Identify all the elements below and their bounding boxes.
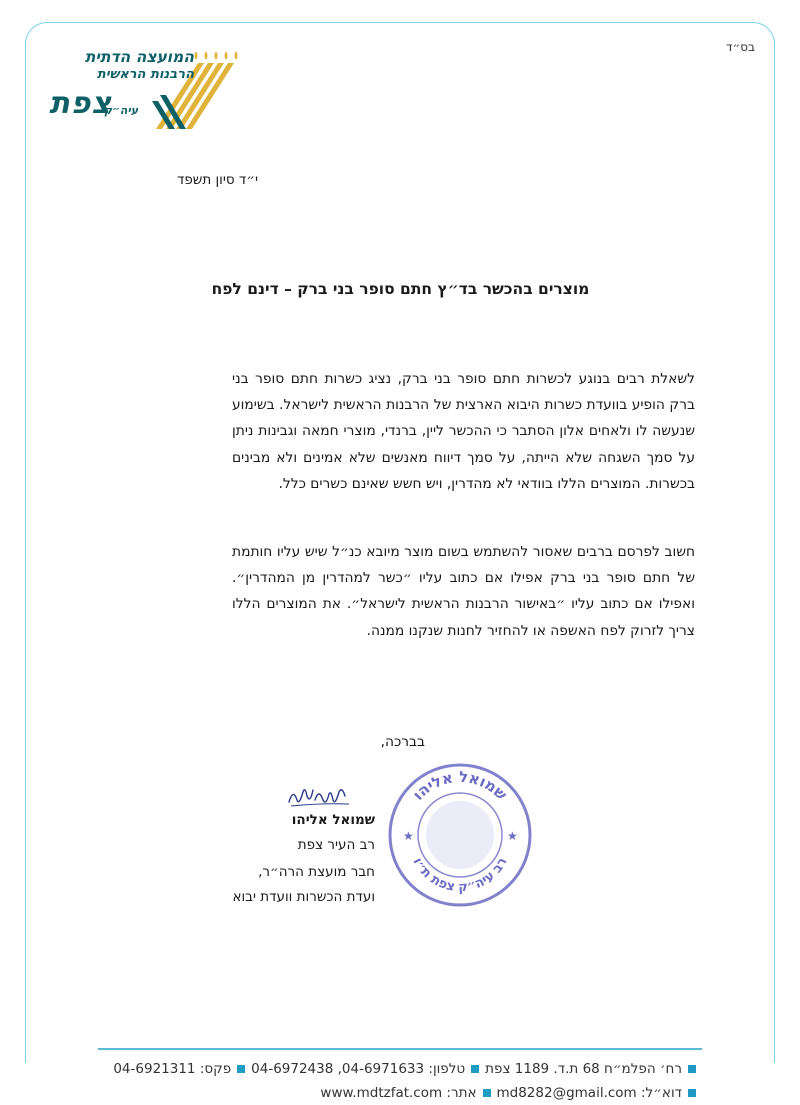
svg-text:★: ★: [507, 829, 518, 843]
svg-text:★: ★: [403, 829, 414, 843]
signer-role-2: חבר מועצת הרה״ר,: [258, 864, 375, 880]
bsd-header: בס״ד: [725, 40, 755, 54]
footer-contact-line: [113, 1061, 702, 1077]
bullet-square-icon: [483, 1089, 491, 1097]
footer-email[interactable]: דוא״ל: md8282@gmail.com: [496, 1085, 682, 1101]
logo-line1: המועצה הדתית: [84, 48, 194, 66]
footer-divider: [98, 1048, 702, 1050]
bullet-square-icon: [688, 1089, 696, 1097]
letter-date: י״ד סיון תשפד: [176, 172, 258, 188]
footer-website[interactable]: אתר: www.mdtzfat.com: [320, 1085, 477, 1101]
closing-greeting: בברכה,: [380, 734, 425, 750]
paragraph-1: לשאלת רבים בנוגע לכשרות חתם סופר בני ברק, נציג כשרות חתם סופר בני ברק הופיע בוועדת כשרות היבוא הארצית של הרבנות הראשית לישראל. בשימוע שנעשה לו ולאחים אלון הסתבר כי ההכשר ליין, ברנדי, מוצרי חמאה וגבינות ניתן על סמך השגחה שלא הייתה, על סמך דיווח מאנשים שלא אמינים ולא מבינים בכשרות. המוצרים הללו בוודאי לא מהדרין, ויש חשש שאינם כשרים כלל.: [232, 371, 695, 492]
footer-web-line: [320, 1085, 702, 1101]
footer-phone: טלפון: 04-6971633, 04-6972438: [251, 1061, 466, 1077]
logo-line4: עיה״ק: [104, 104, 139, 117]
signer-role-1: רב העיר צפת: [297, 837, 375, 853]
footer-address: רח׳ הפלמ״ח 68 ת.ד. 1189 צפת: [485, 1061, 682, 1077]
logo-line2: הרבנות הראשית: [96, 67, 194, 82]
signature-block: [190, 776, 375, 916]
paragraph-2: חשוב לפרסם ברבים שאסור להשתמש בשום מוצר מיובא כנ״ל שיש עליו חותמת של חתם סופר בני ברק אפילו אם כתוב עליו ״כשר למהדרין מן המהדרין״. ואפילו אם כתוב עליו ״באישור הרבנות הראשית לישראל״. את המוצרים הללו צריך לזרוק לפח האשפה או להחזיר לחנות שנקנו ממנה.: [232, 544, 695, 639]
signer-name: שמואל אליהו: [291, 812, 375, 828]
footer-fax: פקס: 04-6921311: [113, 1061, 232, 1077]
rabbi-stamp: [385, 760, 535, 910]
svg-text:רב עיה״ק צפת ת״ו: רב עיה״ק צפת ת״ו: [409, 855, 511, 896]
letter-title: מוצרים בהכשר בד״ץ חתם סופר בני ברק – דינם לפח: [211, 280, 590, 298]
bullet-square-icon: [688, 1065, 696, 1073]
bullet-square-icon: [237, 1065, 245, 1073]
logo-line3: צפת: [49, 86, 112, 121]
svg-text:שמואל אליהו: שמואל אליהו: [409, 767, 511, 804]
bullet-square-icon: [471, 1065, 479, 1073]
candle-flames-icon: [195, 51, 238, 60]
signer-role-3: ועדת הכשרות וועדת יבוא: [232, 889, 375, 905]
